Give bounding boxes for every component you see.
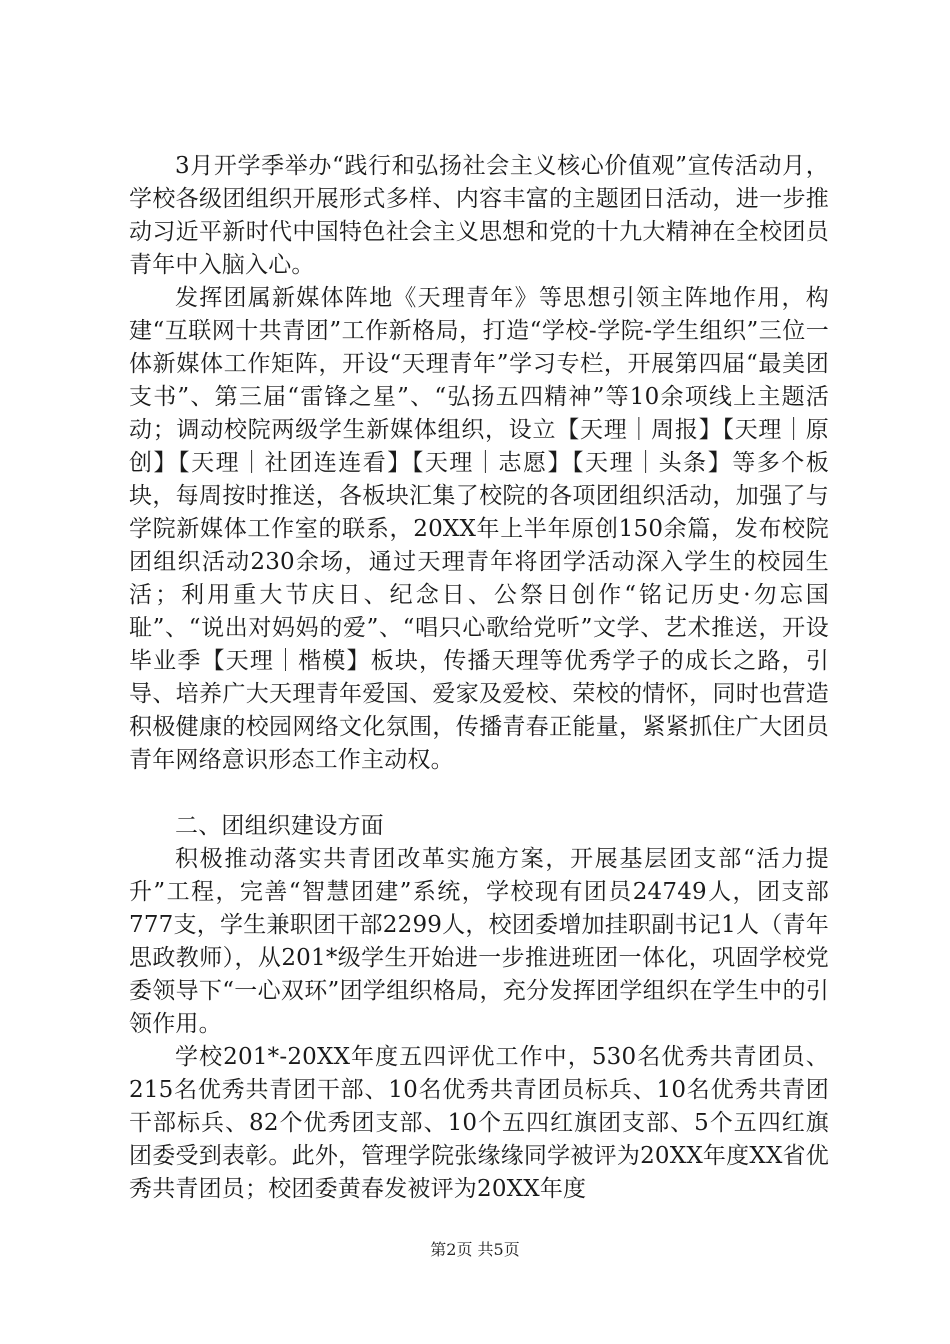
paragraph-new-media: 发挥团属新媒体阵地《天理青年》等思想引领主阵地作用，构建“互联网十共青团”工作新格局，打造“学校-学院-学生组织”三位一体新媒体工作矩阵，开设“天理青年”学习专栏，开展第四届“最美团支书”、第三届“雷锋之星”、“弘扬五四精神”等10余项线上主题活动；调动校院两级学生新媒体组织，设立【天理｜周报】【天理｜原创】【天理｜社团连连看】【天理｜志愿】【天理｜头条】等多个板块，每周按时推送，各板块汇集了校院的各项团组织活动，加强了与学院新媒体工作室的联系，20XX年上半年原创150余篇，发布校院团组织活动230余场，通过天理青年将团学活动深入学生的校园生活；利用重大节庆日、纪念日、公祭日创作“铭记历史·勿忘国耻”、“说出对妈妈的爱”、“唱只心歌给党听”文学、艺术推送，开设毕业季【天理｜楷模】板块，传播天理等优秀学子的成长之路，引导、培养广大天理青年爱国、爱家及爱校、荣校的情怀，同时也营造积极健康的校园网络文化氛围，传播青春正能量，紧紧抓住广大团员青年网络意识形态工作主动权。 [129,285,829,773]
paragraph-reform: 积极推动落实共青团改革实施方案，开展基层团支部“活力提升”工程，完善“智慧团建”系统，学校现有团员24749人，团支部777支，学生兼职团干部2299人，校团委增加挂职副书记1人（青年思政教师），从201*级学生开始进一步推进班团一体化，巩固学校党委领导下“一心双环”团学组织格局，充分发挥团学组织在学生中的引领作用。 [129,846,829,1037]
document-body [129,150,829,1206]
section-heading-org-building: 二、团组织建设方面 [175,813,384,839]
paragraph-campaign-month: 3月开学季举办“践行和弘扬社会主义核心价值观”宣传活动月，学校各级团组织开展形式多样、内容丰富的主题团日活动，进一步推动习近平新时代中国特色社会主义思想和党的十九大精神在全校团员青年中入脑入心。 [129,153,829,278]
page-number-footer: 第2页 共5页 [430,1240,520,1259]
paragraph-awards: 学校201*-20XX年度五四评优工作中，530名优秀共青团员、215名优秀共青团干部、10名优秀共青团员标兵、10名优秀共青团干部标兵、82个优秀团支部、10个五四红旗团支部、5个五四红旗团委受到表彰。此外，管理学院张缘缘同学被评为20XX年度XX省优秀共青团员；校团委黄春发被评为20XX年度 [129,1044,829,1202]
